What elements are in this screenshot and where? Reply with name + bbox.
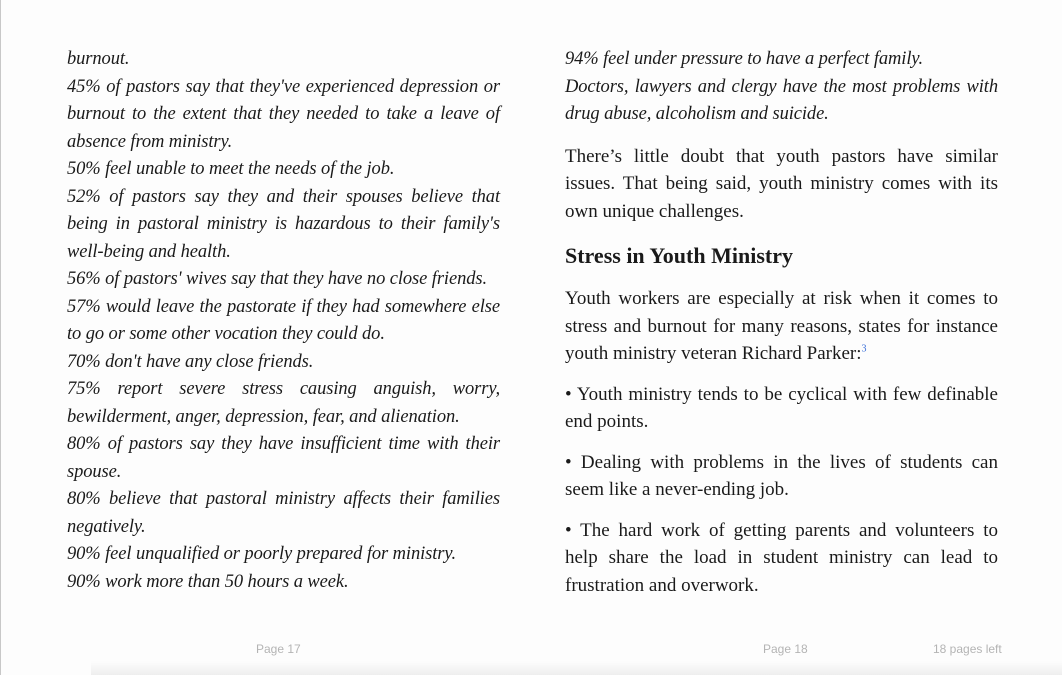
stat-list	[565, 46, 998, 129]
left-page	[67, 46, 500, 596]
body-paragraph-text: Youth workers are especially at risk when it comes to stress and burnout for many reasons, states for instance youth ministry veteran Richard Parker:	[565, 288, 998, 364]
stat-line: 50% feel unable to meet the needs of the job.	[67, 159, 395, 179]
stat-line: 94% feel under pressure to have a perfect family.	[565, 49, 923, 69]
stat-line: burnout.	[67, 49, 130, 69]
bullet-item: • Dealing with problems in the lives of students can seem like a never-ending job.	[565, 451, 998, 500]
stat-line: 80% believe that pastoral ministry affects their families negatively.	[67, 489, 500, 537]
bottom-edge-shadow	[91, 661, 1062, 675]
section-heading: Stress in Youth Ministry	[565, 243, 793, 268]
intro-paragraph: There’s little doubt that youth pastors have similar issues. That being said, youth ministry comes with its own unique challenges.	[565, 145, 998, 222]
bullet-item: • The hard work of getting parents and volunteers to help share the load in student ministry can lead to frustration and overwork.	[565, 519, 998, 596]
stat-line: 52% of pastors say they and their spouses believe that being in pastoral ministry is hazardous to their family's well-being and health.	[67, 186, 500, 262]
page-number-left: Page 17	[256, 642, 301, 656]
stat-line: 90% work more than 50 hours a week.	[67, 571, 349, 592]
stat-line: 56% of pastors' wives say that they have no close friends.	[67, 269, 487, 289]
stat-line: Doctors, lawyers and clergy have the most problems with drug abuse, alcoholism and suicide.	[565, 76, 998, 124]
footnote-link[interactable]: 3	[861, 343, 867, 355]
stat-line: 45% of pastors say that they've experienced depression or burnout to the extent that they needed to take a leave of absence from ministry.	[67, 76, 500, 152]
stat-line: 90% feel unqualified or poorly prepared for ministry.	[67, 544, 456, 564]
stat-line: 80% of pastors say they have insufficient time with their spouse.	[67, 434, 500, 482]
body-paragraph	[565, 285, 998, 368]
stat-line: 70% don't have any close friends.	[67, 351, 314, 372]
pages-left-indicator: 18 pages left	[933, 642, 1002, 656]
page-number-right: Page 18	[763, 642, 808, 656]
right-page	[565, 46, 998, 612]
stat-line: 57% would leave the pastorate if they had somewhere else to go or some other vocation they could do.	[67, 296, 500, 344]
stat-line: 75% report severe stress causing anguish, worry, bewilderment, anger, depression, fear, and alienation.	[67, 379, 500, 427]
bullet-item: • Youth ministry tends to be cyclical with few definable end points.	[565, 383, 998, 432]
